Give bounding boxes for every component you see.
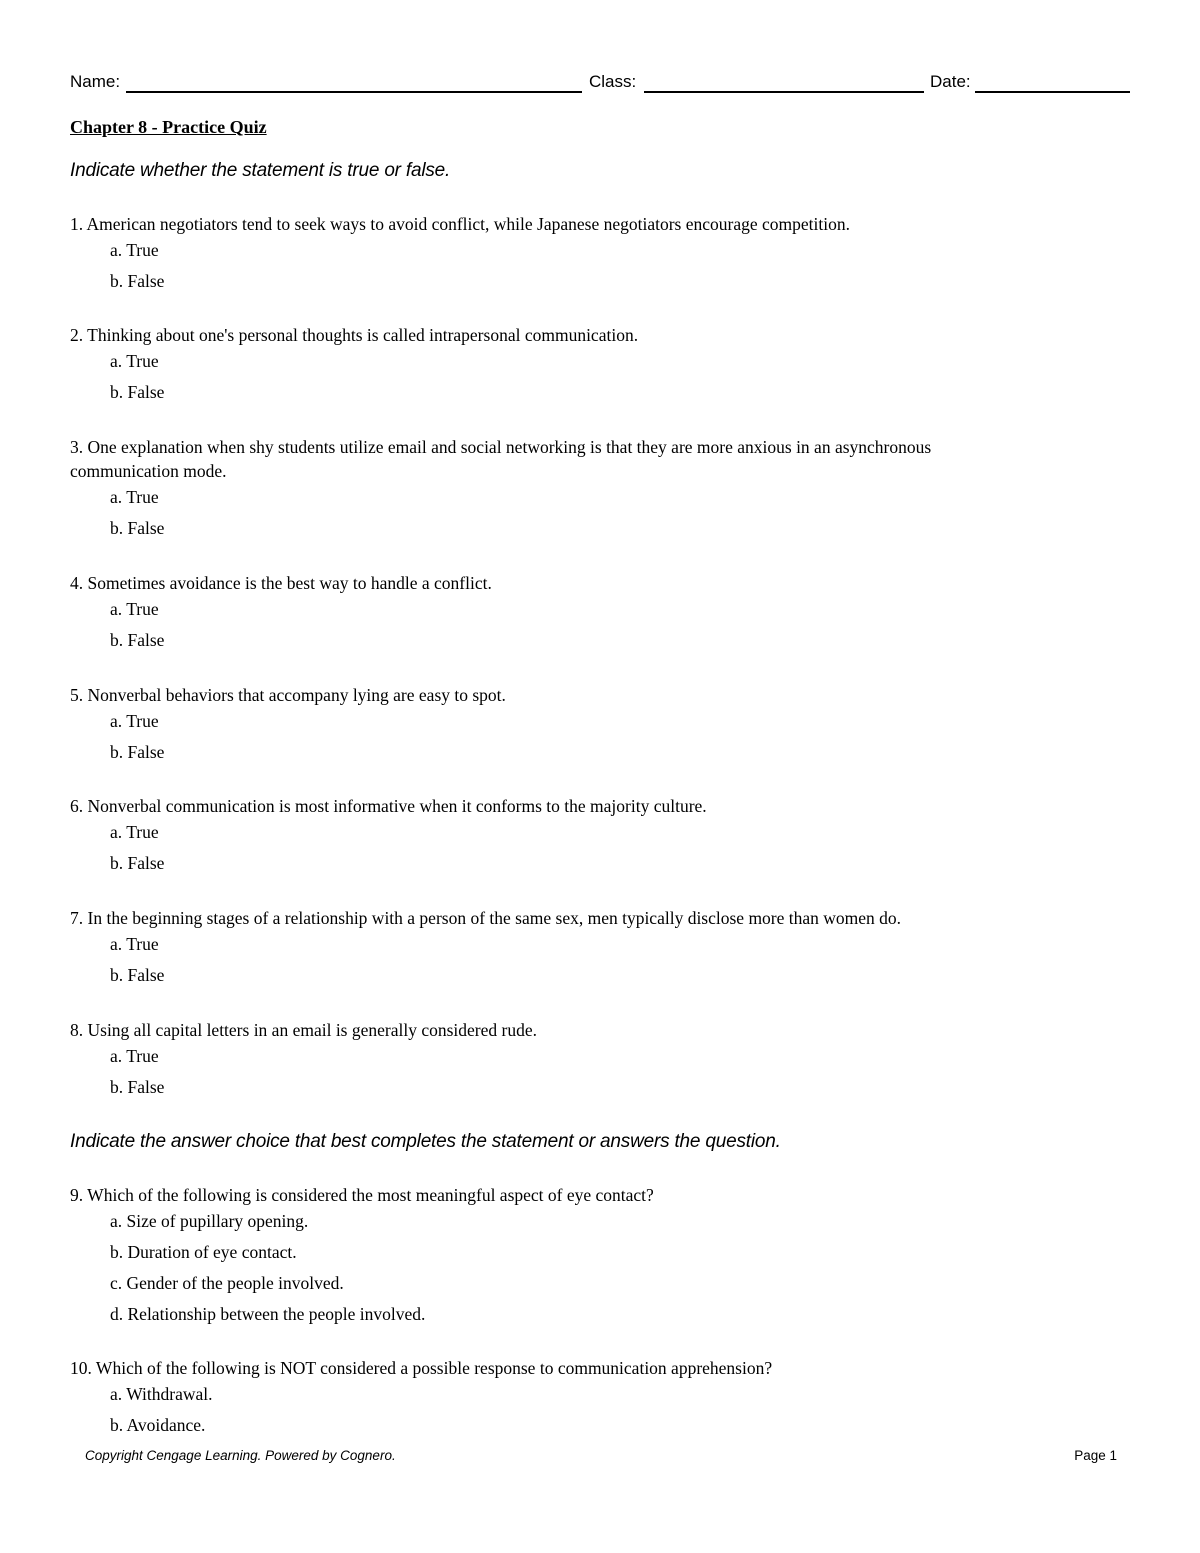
date-label: Date:	[930, 72, 971, 91]
answer-options	[70, 238, 1130, 300]
answer-options	[70, 485, 1030, 547]
section-instruction: Indicate whether the statement is true or false.	[70, 160, 451, 181]
question-4	[70, 571, 1130, 659]
answer-option[interactable]: b. False	[110, 382, 165, 402]
answer-option[interactable]: a. True	[110, 934, 159, 954]
question-stem: 2. Thinking about one's personal thoughts is called intrapersonal communication.	[70, 325, 639, 345]
question-stem: 6. Nonverbal communication is most informative when it conforms to the majority culture.	[70, 796, 707, 816]
question-3	[70, 435, 1030, 547]
answer-options	[70, 820, 1130, 882]
answer-option[interactable]: b. False	[110, 271, 165, 291]
answer-options	[70, 597, 1130, 659]
date-field[interactable]	[975, 91, 1130, 93]
answer-option[interactable]: a. True	[110, 1046, 159, 1066]
answer-option[interactable]: b. Avoidance.	[110, 1415, 206, 1435]
answer-option[interactable]: a. True	[110, 822, 159, 842]
student-info-header	[70, 72, 1130, 96]
answer-option[interactable]: b. False	[110, 742, 165, 762]
answer-option[interactable]: b. False	[110, 853, 165, 873]
answer-option[interactable]: a. True	[110, 711, 159, 731]
class-label: Class:	[589, 72, 637, 91]
answer-options	[70, 1209, 1130, 1333]
question-9	[70, 1183, 1130, 1333]
question-stem: 8. Using all capital letters in an email is generally considered rude.	[70, 1020, 537, 1040]
answer-options	[70, 1382, 1130, 1444]
answer-option[interactable]: b. Duration of eye contact.	[110, 1242, 297, 1262]
question-2	[70, 323, 1130, 411]
question-stem: 9. Which of the following is considered the most meaningful aspect of eye contact?	[70, 1185, 654, 1205]
question-stem: 3. One explanation when shy students utilize email and social networking is that they are more anxious in an asynchronous communication mode.	[70, 437, 932, 481]
class-field[interactable]	[644, 91, 924, 93]
question-7	[70, 906, 1130, 994]
question-10	[70, 1356, 1130, 1444]
answer-option[interactable]: b. False	[110, 630, 165, 650]
answer-options	[70, 1044, 1130, 1106]
question-stem: 7. In the beginning stages of a relationship with a person of the same sex, men typically disclose more than women do.	[70, 908, 902, 928]
question-stem: 1. American negotiators tend to seek ways to avoid conflict, while Japanese negotiators encourage competition.	[70, 214, 850, 234]
answer-option[interactable]: a. True	[110, 240, 159, 260]
answer-option[interactable]: a. Size of pupillary opening.	[110, 1211, 309, 1231]
answer-option[interactable]: a. True	[110, 487, 159, 507]
answer-option[interactable]: d. Relationship between the people involved.	[110, 1304, 426, 1324]
copyright-notice: Copyright Cengage Learning. Powered by Cognero.	[85, 1448, 396, 1463]
section-instruction: Indicate the answer choice that best completes the statement or answers the question.	[70, 1131, 781, 1152]
answer-option[interactable]: a. True	[110, 599, 159, 619]
question-5	[70, 683, 1130, 771]
answer-option[interactable]: b. False	[110, 965, 165, 985]
answer-option[interactable]: b. False	[110, 518, 165, 538]
page-number: Page 1	[1074, 1448, 1117, 1463]
quiz-title: Chapter 8 - Practice Quiz	[70, 117, 267, 137]
answer-option[interactable]: a. True	[110, 351, 159, 371]
answer-options	[70, 349, 1130, 411]
answer-option[interactable]: c. Gender of the people involved.	[110, 1273, 344, 1293]
question-1	[70, 212, 1130, 300]
question-stem: 5. Nonverbal behaviors that accompany lying are easy to spot.	[70, 685, 506, 705]
answer-options	[70, 709, 1130, 771]
answer-option[interactable]: a. Withdrawal.	[110, 1384, 213, 1404]
question-stem: 4. Sometimes avoidance is the best way to handle a conflict.	[70, 573, 492, 593]
name-label: Name:	[70, 72, 121, 91]
answer-option[interactable]: b. False	[110, 1077, 165, 1097]
question-8	[70, 1018, 1130, 1106]
answer-options	[70, 932, 1130, 994]
question-stem: 10. Which of the following is NOT considered a possible response to communication apprehension?	[70, 1358, 773, 1378]
name-field[interactable]	[126, 91, 582, 93]
question-6	[70, 794, 1130, 882]
